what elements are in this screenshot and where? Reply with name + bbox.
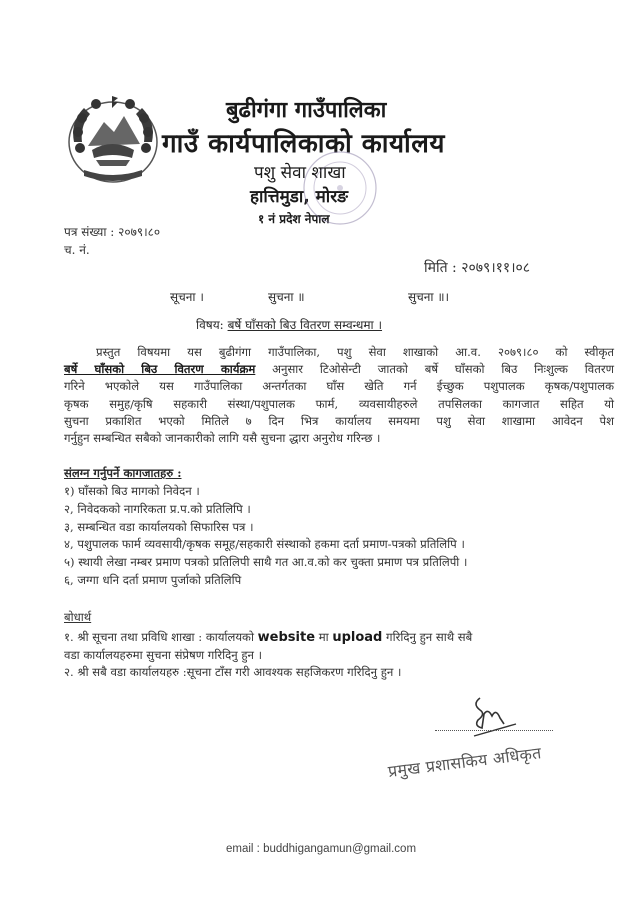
- attachment-item: १) घाँसको बिउ मागको निवेदन ।: [64, 484, 200, 498]
- municipality-name: बुढीगंगा गाउँपालिका: [226, 98, 387, 123]
- body-line: सुचना प्रकाशित भएको मितिले ७ दिन भित्र कार्यालय समयमा पशु सेवा शाखामा आवेदन पेश: [64, 413, 614, 428]
- office-location: हात्तिमुडा, मोरङ: [250, 187, 348, 207]
- body-line: [64, 361, 614, 378]
- signature-icon: [470, 694, 550, 740]
- body-line: प्रस्तुत विषयमा यस बुढीगंगा गाउँपालिका, पशु सेवा शाखाको आ.व. २०७९।८० को स्वीकृत: [96, 345, 614, 359]
- website-word: website: [257, 630, 316, 645]
- info-item-text: मा: [315, 630, 333, 644]
- body-paragraph: [64, 344, 614, 447]
- nepal-emblem-icon: [62, 92, 164, 188]
- subject-label: विषय:: [196, 318, 224, 332]
- body-line: गर्नुहुन सम्बन्धित सबैको जानकारीको लागि यसै सुचना द्धारा अनुरोध गरिन्छ ।: [64, 431, 381, 446]
- attachment-item: ५) स्थायी लेखा नम्बर प्रमाण पत्रको प्रतिलिपी साथै गत आ.व.को कर चुक्ता प्रमाण पत्र प्रतिलिपी ।: [64, 555, 468, 570]
- program-name: बर्षे घाँसको बिउ वितरण कार्यक्रम: [64, 362, 256, 377]
- reference-number: पत्र संख्या : २०७९।८०: [64, 225, 161, 239]
- attachments-heading: संलग्न गर्नुपर्ने कागजातहरु :: [64, 466, 182, 480]
- body-line-rest: अनुसार टिओसेन्टी जातको बर्षे घाँसको बिउ निःशुल्क वितरण: [255, 362, 614, 377]
- info-list: [64, 629, 472, 682]
- province-name: १ नं प्रदेश नेपाल: [258, 212, 330, 226]
- attachment-item: ४, पशुपालक फार्म व्यवसायी/कृषक समूह/सहकारी संस्थाको हकमा दर्ता प्रमाण-पत्रको प्रतिलिपि ।: [64, 537, 465, 552]
- letter-date: मिति : २०७९।११।०८: [424, 260, 531, 276]
- attachment-item: ३, सम्बन्धित वडा कार्यालयको सिफारिस पत्र ।: [64, 519, 254, 534]
- footer-email: email : buddhigangamun@gmail.com: [226, 843, 417, 855]
- body-line: कृषक समुह/कृषि सहकारी संस्था/पशुपालक फार्म, व्यवसायीहरुले तपसिलका कागजात सहित यो: [64, 396, 614, 411]
- body-line: गरिने भएकोले यस गाउँपालिका अन्तर्गतका घाँस खेति गर्न ईच्छुक पशुपालक कृषक/पशुपालक: [64, 379, 614, 394]
- subject-text: बर्षे घाँसको बिउ वितरण सम्वन्धमा ।: [227, 318, 383, 332]
- attachment-item: ६, जग्गा धनि दर्ता प्रमाण पुर्जाको प्रतिलिपि: [64, 572, 242, 587]
- info-item-continued: वडा कार्यालयहरुमा सुचना संप्रेषण गरिदिनु हुन ।: [64, 647, 263, 662]
- notice-label-1: सूचना ।: [170, 290, 204, 304]
- attachments-list: [64, 483, 467, 590]
- office-stamp-icon: [292, 148, 388, 232]
- attachment-item: २, निवेदकको नागरिकता प्र.प.को प्रतिलिपि ।: [64, 501, 251, 516]
- info-item-text: १. श्री सूचना तथा प्रविधि शाखा : कार्यालयको: [64, 630, 258, 644]
- officer-title-stamp: प्रमुख प्रशासकिय अधिकृत: [386, 743, 543, 781]
- signature-line: [435, 730, 553, 731]
- info-heading: बोधार्थ: [64, 610, 92, 624]
- info-item: [64, 629, 472, 647]
- subject-line: [196, 316, 382, 333]
- dispatch-number: च. नं.: [64, 243, 90, 257]
- upload-word: upload: [332, 630, 383, 645]
- branch-name: पशु सेवा शाखा: [254, 163, 346, 183]
- notice-label-2: सुचना ॥: [268, 290, 305, 304]
- info-item: २. श्री सबै वडा कार्यालयहरु :सूचना टाँस गरी आवश्यक सहजिकरण गरिदिनु हुन ।: [64, 665, 402, 680]
- notice-label-3: सुचना ॥।: [408, 290, 450, 304]
- office-name: गाउँ कार्यपालिकाको कार्यालय: [162, 129, 445, 159]
- info-item-text: गरिदिनु हुन साथै सबै: [382, 630, 473, 644]
